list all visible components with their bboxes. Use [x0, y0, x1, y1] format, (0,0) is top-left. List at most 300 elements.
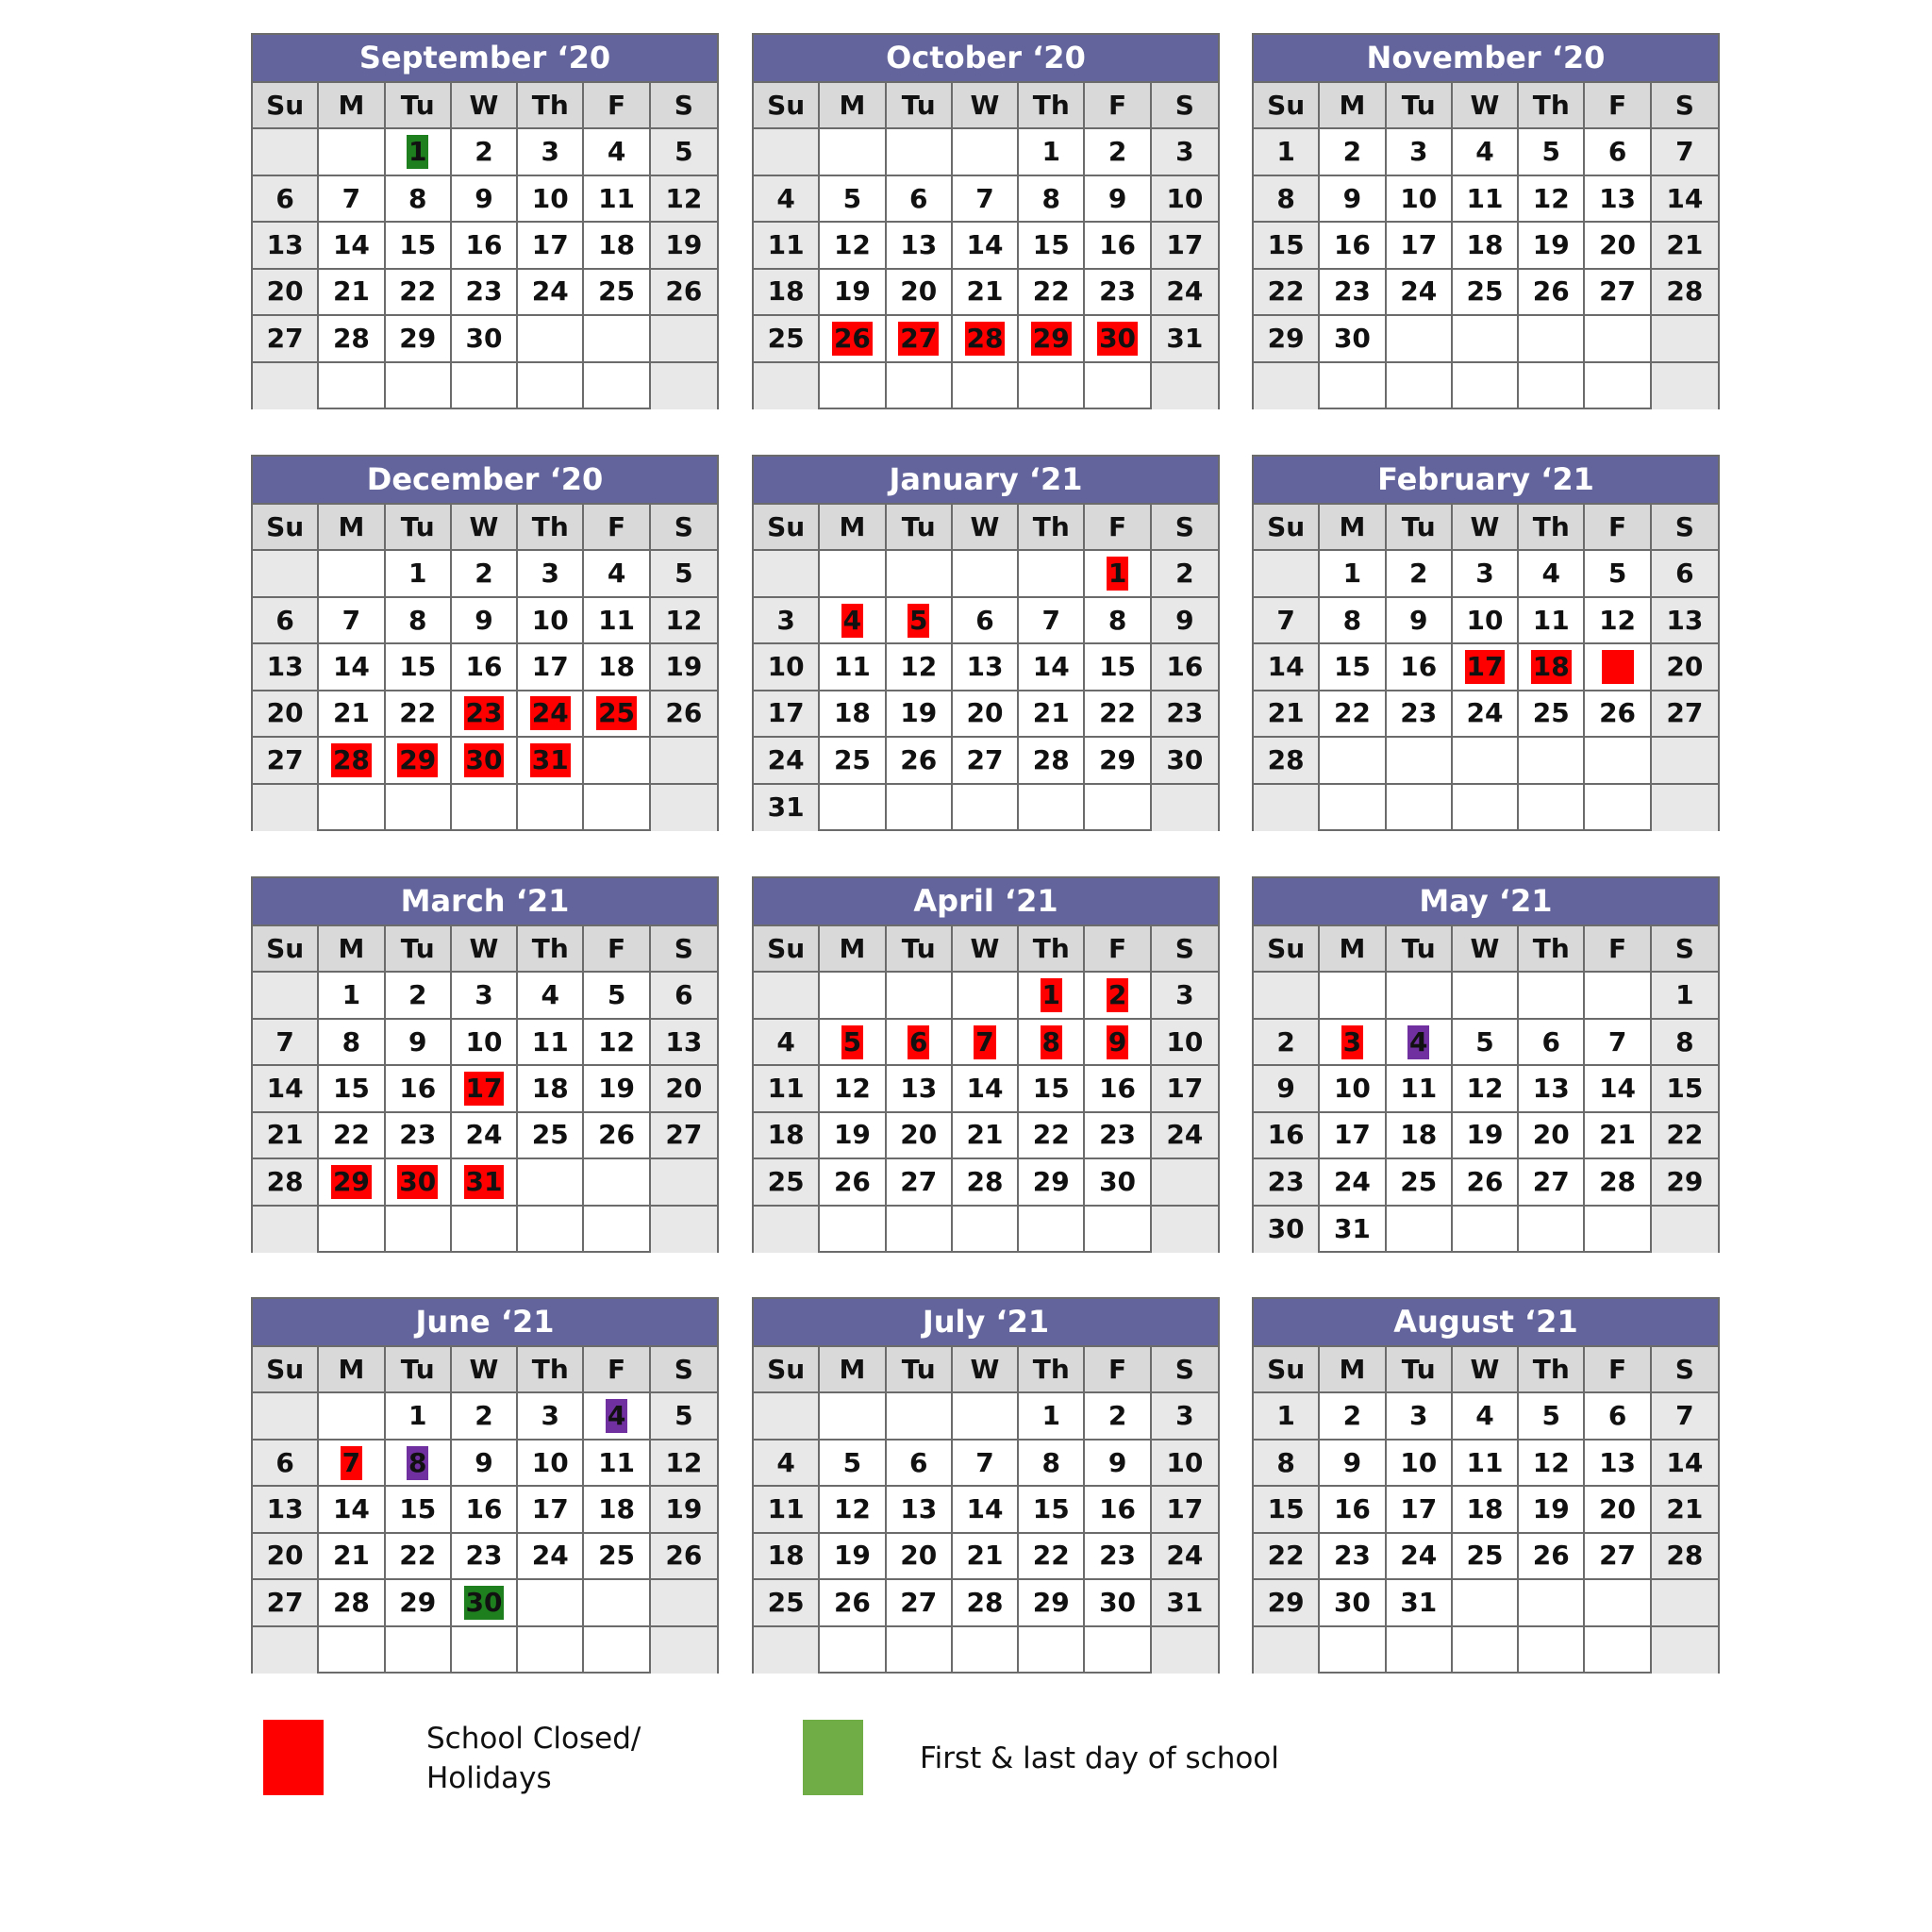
empty-day-cell — [1453, 738, 1519, 784]
weekday-header: S — [1652, 83, 1718, 129]
empty-day-cell — [319, 785, 385, 831]
day-cell — [319, 1159, 385, 1206]
day-number: 26 — [665, 275, 703, 308]
day-cell — [1085, 223, 1151, 269]
day-number: 9 — [1342, 182, 1362, 214]
month-calendar — [752, 876, 1220, 1253]
day-number-red: 30 — [465, 743, 503, 775]
empty-day-cell — [953, 973, 1019, 1019]
empty-day-cell — [1652, 738, 1718, 784]
empty-day-cell — [1320, 738, 1386, 784]
day-number: 27 — [1599, 1540, 1637, 1572]
day-number: 6 — [275, 1446, 294, 1478]
day-cell — [1453, 1113, 1519, 1159]
day-number: 19 — [833, 1540, 871, 1572]
day-cell — [452, 1020, 518, 1066]
day-cell — [754, 223, 820, 269]
day-number: 13 — [266, 228, 304, 260]
day-cell — [1085, 644, 1151, 691]
day-number: 24 — [1400, 275, 1438, 308]
day-cell — [651, 1066, 717, 1112]
weekday-header: Tu — [887, 926, 953, 973]
empty-day-cell — [651, 1207, 717, 1253]
day-number: 29 — [1267, 322, 1305, 354]
day-number-red: 31 — [531, 743, 569, 775]
weekday-header: Su — [253, 83, 319, 129]
day-cell — [1652, 1441, 1718, 1487]
day-cell — [1254, 223, 1320, 269]
weekday-header: Th — [1019, 505, 1085, 551]
month-calendar — [251, 33, 719, 409]
day-cell — [1453, 223, 1519, 269]
day-cell — [1019, 598, 1085, 644]
legend-first-last-label: First & last day of school — [920, 1741, 1279, 1775]
day-number: 30 — [465, 322, 503, 354]
weekday-header: M — [820, 505, 886, 551]
day-number: 24 — [1166, 1540, 1204, 1572]
empty-day-cell — [1519, 738, 1585, 784]
empty-day-cell — [1254, 551, 1320, 597]
day-number: 18 — [598, 650, 636, 682]
day-number: 6 — [275, 604, 294, 636]
empty-day-cell — [1254, 363, 1320, 409]
day-cell — [1254, 1487, 1320, 1533]
day-cell — [1585, 1534, 1651, 1580]
day-cell — [452, 270, 518, 316]
day-number: 1 — [1276, 1400, 1295, 1432]
day-cell — [386, 176, 452, 223]
day-cell — [386, 1580, 452, 1626]
month-calendar — [1252, 876, 1720, 1253]
empty-day-cell — [319, 1627, 385, 1674]
day-cell — [1453, 598, 1519, 644]
day-number: 15 — [1666, 1072, 1704, 1104]
weekday-header: M — [1320, 505, 1386, 551]
day-number: 2 — [1276, 1025, 1295, 1058]
day-number: 21 — [966, 275, 1004, 308]
day-number: 12 — [833, 1492, 871, 1524]
day-cell — [1387, 176, 1453, 223]
day-number: 14 — [332, 228, 370, 260]
day-cell — [1152, 1066, 1218, 1112]
day-cell — [1519, 1534, 1585, 1580]
day-cell — [754, 176, 820, 223]
weekday-header: W — [1453, 926, 1519, 973]
day-number: 17 — [531, 228, 569, 260]
day-cell — [386, 1066, 452, 1112]
empty-day-cell — [584, 738, 650, 784]
day-number: 5 — [842, 1446, 862, 1478]
day-number: 7 — [341, 182, 361, 214]
day-number: 23 — [1099, 1540, 1137, 1572]
day-number: 7 — [1607, 1025, 1627, 1058]
day-cell — [319, 691, 385, 738]
day-cell — [1320, 644, 1386, 691]
day-cell — [1652, 1113, 1718, 1159]
day-cell — [953, 316, 1019, 362]
day-number: 8 — [1276, 1446, 1295, 1478]
day-number: 14 — [966, 1072, 1004, 1104]
day-number: 3 — [1175, 979, 1194, 1011]
day-cell — [1320, 1066, 1386, 1112]
day-number: 27 — [266, 1586, 304, 1618]
day-cell — [1652, 270, 1718, 316]
day-cell — [1519, 223, 1585, 269]
day-number: 21 — [966, 1119, 1004, 1151]
weekday-header: M — [820, 926, 886, 973]
day-cell — [1320, 1487, 1386, 1533]
day-number: 24 — [1400, 1540, 1438, 1572]
empty-day-cell — [1453, 785, 1519, 831]
day-number: 23 — [1333, 1540, 1371, 1572]
month-title: November ‘20 — [1254, 35, 1718, 83]
empty-day-cell — [584, 1159, 650, 1206]
day-number: 30 — [1267, 1213, 1305, 1245]
empty-day-cell — [1652, 1580, 1718, 1626]
empty-day-cell — [1320, 363, 1386, 409]
weekday-header: Su — [754, 505, 820, 551]
day-cell — [386, 316, 452, 362]
day-cell — [887, 270, 953, 316]
day-cell — [1320, 1113, 1386, 1159]
weekday-header: W — [452, 505, 518, 551]
day-cell — [518, 129, 584, 175]
day-number: 28 — [1599, 1165, 1637, 1197]
day-number: 11 — [767, 228, 805, 260]
day-cell — [1387, 1066, 1453, 1112]
day-number: 28 — [266, 1165, 304, 1197]
day-number: 25 — [598, 275, 636, 308]
day-number: 3 — [1175, 1400, 1194, 1432]
day-cell — [1453, 644, 1519, 691]
day-number: 13 — [1532, 1072, 1570, 1104]
day-number: 11 — [767, 1492, 805, 1524]
day-number: 17 — [1400, 228, 1438, 260]
day-number: 3 — [1408, 1400, 1428, 1432]
day-number: 12 — [1532, 182, 1570, 214]
day-cell — [518, 176, 584, 223]
day-number: 8 — [1041, 182, 1061, 214]
empty-day-cell — [1387, 785, 1453, 831]
day-number: 15 — [399, 650, 437, 682]
empty-day-cell — [1019, 551, 1085, 597]
day-number: 20 — [900, 1119, 938, 1151]
month-day-grid — [754, 926, 1218, 1253]
day-number: 2 — [1108, 1400, 1127, 1432]
day-cell — [386, 1113, 452, 1159]
empty-day-cell — [1519, 1580, 1585, 1626]
day-cell — [887, 1487, 953, 1533]
day-cell — [584, 973, 650, 1019]
day-cell — [1152, 1580, 1218, 1626]
day-cell — [1585, 1020, 1651, 1066]
day-number: 20 — [966, 697, 1004, 729]
month-title: October ‘20 — [754, 35, 1218, 83]
day-number: 16 — [399, 1072, 437, 1104]
empty-day-cell — [820, 129, 886, 175]
day-number: 30 — [1099, 1165, 1137, 1197]
empty-day-cell — [253, 973, 319, 1019]
day-cell — [1152, 270, 1218, 316]
day-cell — [1387, 270, 1453, 316]
day-number-red: 8 — [1041, 1025, 1061, 1058]
day-cell — [1652, 223, 1718, 269]
day-cell — [651, 1534, 717, 1580]
day-number: 29 — [1032, 1165, 1070, 1197]
day-number: 22 — [399, 697, 437, 729]
day-cell — [820, 1113, 886, 1159]
day-number: 26 — [1532, 1540, 1570, 1572]
weekday-header: F — [1085, 505, 1151, 551]
empty-day-cell — [887, 1627, 953, 1674]
empty-day-cell — [386, 785, 452, 831]
empty-day-cell — [319, 1207, 385, 1253]
day-cell — [386, 973, 452, 1019]
day-cell — [1387, 644, 1453, 691]
day-number: 8 — [341, 1025, 361, 1058]
day-number: 8 — [408, 182, 427, 214]
day-cell — [1152, 316, 1218, 362]
day-number: 18 — [598, 1492, 636, 1524]
day-number: 5 — [842, 182, 862, 214]
day-cell — [1453, 270, 1519, 316]
day-cell — [820, 176, 886, 223]
day-number: 16 — [1400, 650, 1438, 682]
day-number: 9 — [475, 604, 493, 636]
day-cell — [253, 691, 319, 738]
day-number: 7 — [975, 182, 994, 214]
day-cell — [319, 1020, 385, 1066]
day-number-red: 3 — [1342, 1025, 1362, 1058]
day-number: 4 — [607, 558, 626, 590]
day-cell — [1152, 644, 1218, 691]
day-cell — [452, 1393, 518, 1440]
day-number: 17 — [531, 650, 569, 682]
day-cell — [1585, 1393, 1651, 1440]
legend-closed-label — [426, 1719, 641, 1798]
empty-day-cell — [887, 129, 953, 175]
day-cell — [584, 1113, 650, 1159]
empty-day-cell — [1085, 1627, 1151, 1674]
day-number: 11 — [1400, 1072, 1438, 1104]
day-cell — [584, 598, 650, 644]
day-number: 4 — [541, 979, 560, 1011]
day-number: 31 — [1166, 322, 1204, 354]
day-number: 15 — [399, 1492, 437, 1524]
empty-day-cell — [651, 738, 717, 784]
day-cell — [1254, 1066, 1320, 1112]
empty-day-cell — [584, 1207, 650, 1253]
day-cell — [1254, 1441, 1320, 1487]
day-number: 5 — [1541, 1400, 1561, 1432]
day-number: 21 — [332, 697, 370, 729]
day-cell — [1019, 1487, 1085, 1533]
weekday-header: S — [651, 1347, 717, 1393]
empty-day-cell — [518, 316, 584, 362]
day-cell — [1320, 176, 1386, 223]
empty-day-cell — [452, 1627, 518, 1674]
day-cell — [1320, 223, 1386, 269]
day-number: 28 — [1032, 743, 1070, 775]
day-cell — [518, 738, 584, 784]
day-cell — [651, 270, 717, 316]
day-cell — [518, 691, 584, 738]
day-number: 22 — [399, 1540, 437, 1572]
day-cell — [754, 1113, 820, 1159]
day-cell — [820, 1534, 886, 1580]
day-cell — [1085, 691, 1151, 738]
empty-day-cell — [1585, 1627, 1651, 1674]
day-number-red: 18 — [1532, 650, 1570, 682]
day-cell — [1085, 738, 1151, 784]
day-number: 15 — [332, 1072, 370, 1104]
empty-day-cell — [1387, 973, 1453, 1019]
day-number: 5 — [1475, 1025, 1494, 1058]
day-number: 23 — [465, 275, 503, 308]
day-cell — [584, 1020, 650, 1066]
day-number: 18 — [531, 1072, 569, 1104]
empty-day-cell — [953, 551, 1019, 597]
empty-day-cell — [1519, 1627, 1585, 1674]
day-cell — [1519, 1113, 1585, 1159]
day-cell — [887, 1066, 953, 1112]
day-cell — [887, 1159, 953, 1206]
day-number: 7 — [275, 1025, 294, 1058]
day-number: 15 — [399, 228, 437, 260]
day-cell — [754, 1159, 820, 1206]
day-cell — [518, 1020, 584, 1066]
day-cell — [754, 691, 820, 738]
day-cell — [754, 1487, 820, 1533]
weekday-header: F — [1585, 83, 1651, 129]
day-number: 9 — [1408, 604, 1428, 636]
empty-day-cell — [518, 363, 584, 409]
weekday-header: Th — [1519, 505, 1585, 551]
day-cell — [887, 176, 953, 223]
day-cell — [452, 1066, 518, 1112]
day-number: 28 — [966, 1165, 1004, 1197]
day-cell — [887, 598, 953, 644]
day-cell — [820, 270, 886, 316]
day-number: 25 — [1466, 275, 1504, 308]
empty-day-cell — [1585, 1580, 1651, 1626]
day-number: 7 — [1041, 604, 1061, 636]
day-cell — [1254, 1207, 1320, 1253]
day-number: 17 — [531, 1492, 569, 1524]
day-cell — [1085, 1020, 1151, 1066]
weekday-header: Th — [518, 505, 584, 551]
day-number: 11 — [1466, 182, 1504, 214]
day-number: 17 — [767, 697, 805, 729]
day-cell — [386, 1020, 452, 1066]
day-number: 22 — [1333, 697, 1371, 729]
day-number: 13 — [966, 650, 1004, 682]
day-number: 11 — [767, 1072, 805, 1104]
day-cell — [887, 1441, 953, 1487]
day-number: 6 — [1675, 558, 1694, 590]
month-calendar — [752, 33, 1220, 409]
day-number: 8 — [1108, 604, 1127, 636]
day-number: 12 — [900, 650, 938, 682]
day-number: 21 — [1599, 1119, 1637, 1151]
day-number: 16 — [1333, 1492, 1371, 1524]
day-cell — [518, 1534, 584, 1580]
day-number: 20 — [900, 275, 938, 308]
empty-day-cell — [754, 973, 820, 1019]
day-number: 21 — [332, 1540, 370, 1572]
month-title: December ‘20 — [253, 457, 717, 505]
weekday-header: F — [584, 83, 650, 129]
day-cell — [1254, 598, 1320, 644]
day-number: 9 — [1108, 182, 1127, 214]
day-cell — [1652, 1159, 1718, 1206]
weekday-header: Tu — [887, 505, 953, 551]
day-number: 9 — [1276, 1072, 1295, 1104]
day-number: 12 — [1532, 1446, 1570, 1478]
empty-day-cell — [1519, 363, 1585, 409]
weekday-header: Tu — [887, 1347, 953, 1393]
day-number: 7 — [1276, 604, 1295, 636]
day-cell — [1519, 598, 1585, 644]
day-cell — [1152, 738, 1218, 784]
day-number: 13 — [266, 1492, 304, 1524]
day-number: 11 — [1466, 1446, 1504, 1478]
day-cell — [386, 223, 452, 269]
day-number: 19 — [900, 697, 938, 729]
day-cell — [1019, 176, 1085, 223]
month-day-grid — [754, 1347, 1218, 1674]
day-cell — [452, 1441, 518, 1487]
day-cell — [1019, 1534, 1085, 1580]
day-number: 26 — [1532, 275, 1570, 308]
empty-day-cell — [1585, 785, 1651, 831]
weekday-header: F — [1085, 926, 1151, 973]
day-cell — [1387, 1441, 1453, 1487]
weekday-header: Su — [1254, 1347, 1320, 1393]
day-number: 27 — [1666, 697, 1704, 729]
day-cell — [651, 1487, 717, 1533]
day-cell — [518, 598, 584, 644]
weekday-header: S — [1152, 1347, 1218, 1393]
day-number: 21 — [1666, 228, 1704, 260]
day-number: 22 — [1099, 697, 1137, 729]
weekday-header: W — [1453, 505, 1519, 551]
day-cell — [1152, 691, 1218, 738]
empty-day-cell — [651, 363, 717, 409]
day-cell — [386, 691, 452, 738]
day-number: 2 — [475, 1400, 493, 1432]
day-cell — [253, 176, 319, 223]
day-number: 11 — [833, 650, 871, 682]
day-cell — [754, 738, 820, 784]
day-cell — [319, 1113, 385, 1159]
day-number: 6 — [908, 182, 928, 214]
day-cell — [584, 1534, 650, 1580]
day-cell — [452, 738, 518, 784]
day-cell — [1652, 598, 1718, 644]
empty-day-cell — [651, 1159, 717, 1206]
day-number: 20 — [266, 697, 304, 729]
day-number: 25 — [531, 1119, 569, 1151]
day-number-red: 4 — [842, 604, 862, 636]
day-number: 23 — [1333, 275, 1371, 308]
weekday-header: W — [452, 1347, 518, 1393]
day-cell — [319, 270, 385, 316]
empty-day-cell — [1320, 973, 1386, 1019]
day-cell — [1320, 129, 1386, 175]
day-cell — [518, 1113, 584, 1159]
day-number: 10 — [767, 650, 805, 682]
